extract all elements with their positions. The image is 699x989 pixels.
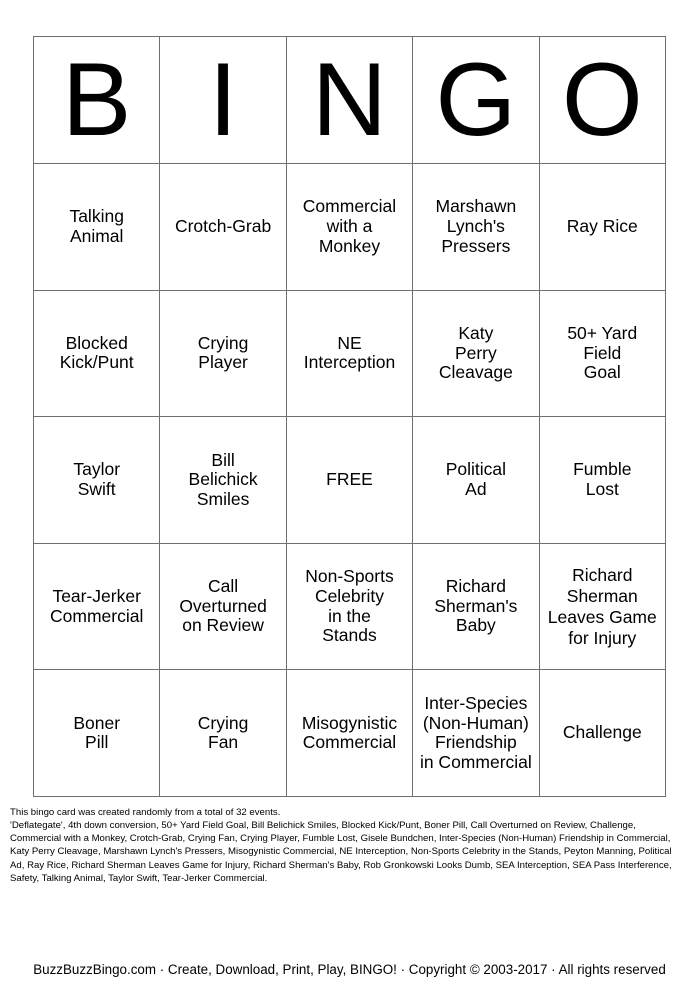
bingo-cell: Commercial with a Monkey [286,164,412,291]
bingo-cell: NE Interception [286,290,412,417]
bingo-cell: Blocked Kick/Punt [34,290,160,417]
header-letter-b: B [34,37,160,164]
bingo-cell: Non-Sports Celebrity in the Stands [286,543,412,670]
free-space-cell: FREE [286,417,412,544]
bingo-card [33,36,666,797]
bingo-cell: Richard Sherman Leaves Game for Injury [539,543,665,670]
bingo-row [34,670,666,797]
bingo-cell: Tear-Jerker Commercial [34,543,160,670]
bingo-cell: Boner Pill [34,670,160,797]
bingo-cell: 50+ Yard Field Goal [539,290,665,417]
bingo-cell: Bill Belichick Smiles [160,417,286,544]
bingo-cell: Katy Perry Cleavage [413,290,539,417]
card-footnote [10,806,682,885]
footnote-event-list: 'Deflategate', 4th down conversion, 50+ Yard Field Goal, Bill Belichick Smiles, Blocked Kick/Punt, Boner Pill, Call Overturned on Review, Challenge, Commercial with a Monkey, Crotch-Grab, Crying Fan, Crying Player, Fumble Lost, Gisele Bundchen, Inter-Species (Non-Human) Friendship in Commercial, Katy Perry Cleavage, Marshawn Lynch's Pressers, Misogynistic Commercial, NE Interception, Non-Sports Celebrity in the Stands, Peyton Manning, Political Ad, Ray Rice, Richard Sherman Leaves Game for Injury, Richard Sherman's Baby, Rob Gronkowski Looks Dumb, SEA Interception, SEA Pass Interference, Safety, Talking Animal, Taylor Swift, Tear-Jerker Commercial. [10,820,672,884]
bingo-cell: Marshawn Lynch's Pressers [413,164,539,291]
bingo-cell: Fumble Lost [539,417,665,544]
header-letter-i: I [160,37,286,164]
bingo-cell: Taylor Swift [34,417,160,544]
bingo-cell: Richard Sherman's Baby [413,543,539,670]
bingo-row [34,543,666,670]
bingo-cell: Misogynistic Commercial [286,670,412,797]
bingo-header-row [34,37,666,164]
footnote-event-count: This bingo card was created randomly from a total of 32 events. [10,807,281,818]
bingo-row [34,164,666,291]
bingo-cell: Crying Player [160,290,286,417]
header-letter-o: O [539,37,665,164]
bingo-row [34,290,666,417]
header-letter-g: G [413,37,539,164]
bingo-cell: Political Ad [413,417,539,544]
bingo-cell: Inter-Species (Non-Human) Friendship in Commercial [413,670,539,797]
bingo-cell: Ray Rice [539,164,665,291]
bingo-cell: Challenge [539,670,665,797]
bingo-cell: Talking Animal [34,164,160,291]
site-footer: BuzzBuzzBingo.com · Create, Download, Print, Play, BINGO! · Copyright © 2003-2017 · All rights reserved [33,962,666,977]
bingo-cell: Crotch-Grab [160,164,286,291]
bingo-row [34,417,666,544]
header-letter-n: N [286,37,412,164]
bingo-cell: Call Overturned on Review [160,543,286,670]
bingo-cell: Crying Fan [160,670,286,797]
